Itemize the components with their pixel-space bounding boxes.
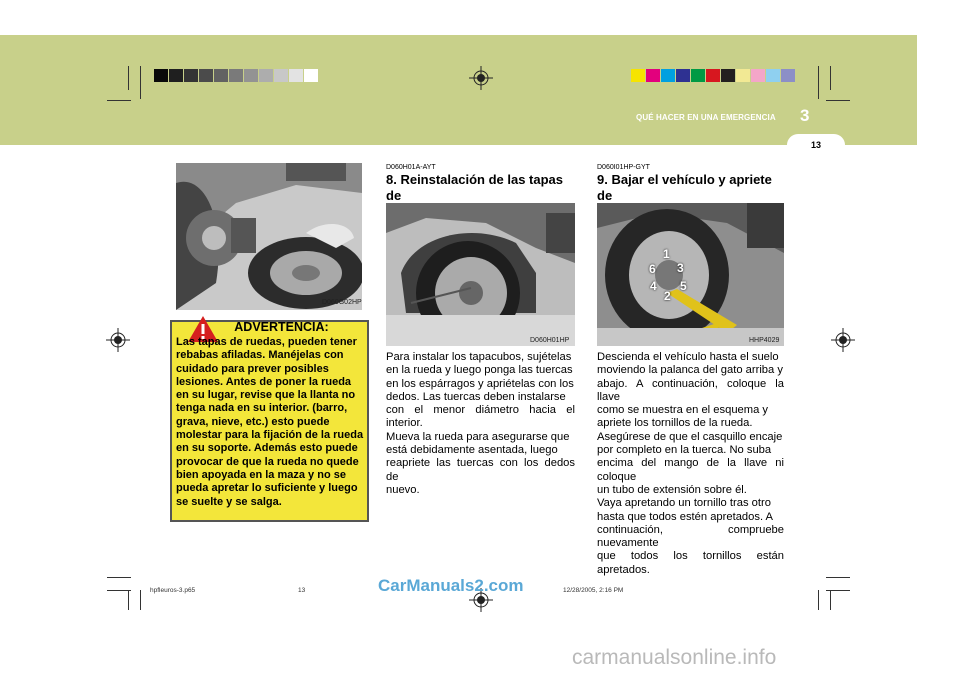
chapter-title: QUÉ HACER EN UNA EMERGENCIA [636, 113, 776, 122]
footer-file: hpfleuros-3.p65 [150, 587, 196, 594]
warning-line: pueda apretar lo suficiente y luego [176, 482, 358, 495]
color-swatch [646, 69, 661, 82]
body-line: Descienda el vehículo hasta el suelo [597, 351, 779, 363]
body-line: Asegúrese de que el casquillo encaje [597, 430, 783, 443]
header-band [0, 35, 917, 145]
color-swatch [676, 69, 691, 82]
gray-swatch [244, 69, 259, 82]
page-number-tab: 13 [787, 134, 845, 156]
lug-number: 5 [680, 279, 687, 293]
body-line: que todos los tornillos están apretados. [597, 550, 784, 576]
warning-line: Las tapas de ruedas, pueden tener [176, 336, 357, 348]
lug-number: 4 [650, 279, 657, 293]
color-swatch [766, 69, 781, 82]
body-line: como se muestra en el esquema y [597, 404, 769, 417]
warning-line: provocar de que la rueda no quede [176, 455, 359, 468]
gray-swatch [259, 69, 274, 82]
body-line: por completo en la tuerca. No suba [597, 444, 772, 457]
section-title-line: 9. Bajar el vehículo y apriete de [597, 172, 772, 203]
gray-swatch [229, 69, 244, 82]
section-code: D060H01A-AYT [386, 164, 436, 171]
gray-swatch [289, 69, 304, 82]
lug-number: 1 [663, 247, 670, 261]
color-swatch [691, 69, 706, 82]
image-label: D060H01HP [530, 337, 570, 344]
warning-line: molestar para la fijación de la rueda [176, 429, 364, 442]
gray-swatch [184, 69, 199, 82]
footer-date: 12/28/2005, 2:16 PM [563, 587, 624, 594]
body-line: hasta que todos estén apretados. A [597, 510, 774, 523]
body-line: reapriete las tuercas con los dedos de [386, 457, 575, 483]
color-swatch [631, 69, 646, 82]
warning-line: cuidado para prever posibles [176, 362, 329, 375]
color-swatch [736, 69, 751, 82]
warning-line: en su lugar, revise que la llanta no [176, 389, 356, 402]
body-line: Mueva la rueda para asegurarse que [386, 430, 570, 443]
gray-swatch [304, 69, 319, 82]
body-line: en la rueda y luego ponga las tuercas [386, 364, 573, 377]
body-line: en los espárragos y apriételas con los [386, 377, 574, 390]
body-line: nuevo. [386, 483, 420, 496]
lug-number: 2 [664, 289, 671, 303]
gray-swatch [214, 69, 229, 82]
process-color-bar [631, 69, 796, 82]
body-line: un tubo de extensión sobre él. [597, 483, 747, 496]
lug-number-overlay [597, 203, 784, 346]
warning-line: tenga nada en su interior. (barro, [176, 402, 348, 415]
body-line: dedos. Las tuercas deben instalarse [386, 390, 566, 403]
color-swatch [706, 69, 721, 82]
footer-page: 13 [298, 587, 306, 594]
body-line: con el menor diámetro hacia el interior. [386, 404, 575, 430]
gray-color-bar [154, 69, 319, 82]
watermark-bottom[interactable]: carmanualsonline.info [572, 646, 777, 669]
warning-line: lesiones. Antes de poner la rueda [176, 375, 352, 388]
color-swatch [721, 69, 736, 82]
lug-number: 6 [649, 262, 656, 276]
image-label: HHP4029 [749, 337, 780, 344]
gray-swatch [154, 69, 169, 82]
section-code: D060I01HP-GYT [597, 164, 650, 171]
warning-title: ADVERTENCIA: [234, 320, 329, 334]
gray-swatch [274, 69, 289, 82]
section-title-line: 8. Reinstalación de las tapas de [386, 172, 564, 203]
body-line: Para instalar los tapacubos, sujételas [386, 351, 572, 363]
warning-line: grava, nieve, etc.) esto puede [176, 415, 330, 428]
registration-mark-top [469, 66, 493, 90]
warning-line: rebabas afiladas. Manéjelas con [176, 349, 344, 362]
color-swatch [781, 69, 796, 82]
section-body [386, 351, 575, 497]
lug-nut-photo [597, 203, 784, 346]
spare-tire-photo [176, 163, 362, 310]
body-line: abajo. A continuación, coloque la llave [597, 377, 784, 403]
body-line: moviendo la palanca del gato arriba y [597, 364, 783, 377]
gray-swatch [169, 69, 184, 82]
watermark-top[interactable]: CarManuals2.com [378, 576, 524, 595]
body-line: Vaya apretando un tornillo tras otro [597, 497, 771, 510]
body-line: está debidamente asentada, luego [386, 444, 558, 457]
warning-box [170, 320, 369, 522]
gray-swatch [199, 69, 214, 82]
image-label: D060G02HP [322, 299, 362, 306]
section-body [597, 351, 784, 577]
color-swatch [751, 69, 766, 82]
chapter-number: 3 [800, 106, 810, 125]
warning-line: se suelte y se salga. [176, 495, 282, 508]
warning-text [176, 336, 365, 509]
lug-number: 3 [677, 261, 684, 275]
body-line: apriete los tornillos de la rueda. [597, 417, 753, 430]
warning-line: bien apoyada en la maza y no se [176, 468, 346, 481]
body-line: continuación, compruebe nuevamente [597, 523, 784, 550]
warning-line: en su soporte. Además esto puede [176, 442, 358, 455]
registration-mark-right [831, 328, 855, 352]
registration-mark-left [106, 328, 130, 352]
wheel-cover-photo [386, 203, 575, 346]
body-line: encima del mango de la llave ni coloque [597, 457, 784, 483]
color-swatch [661, 69, 676, 82]
